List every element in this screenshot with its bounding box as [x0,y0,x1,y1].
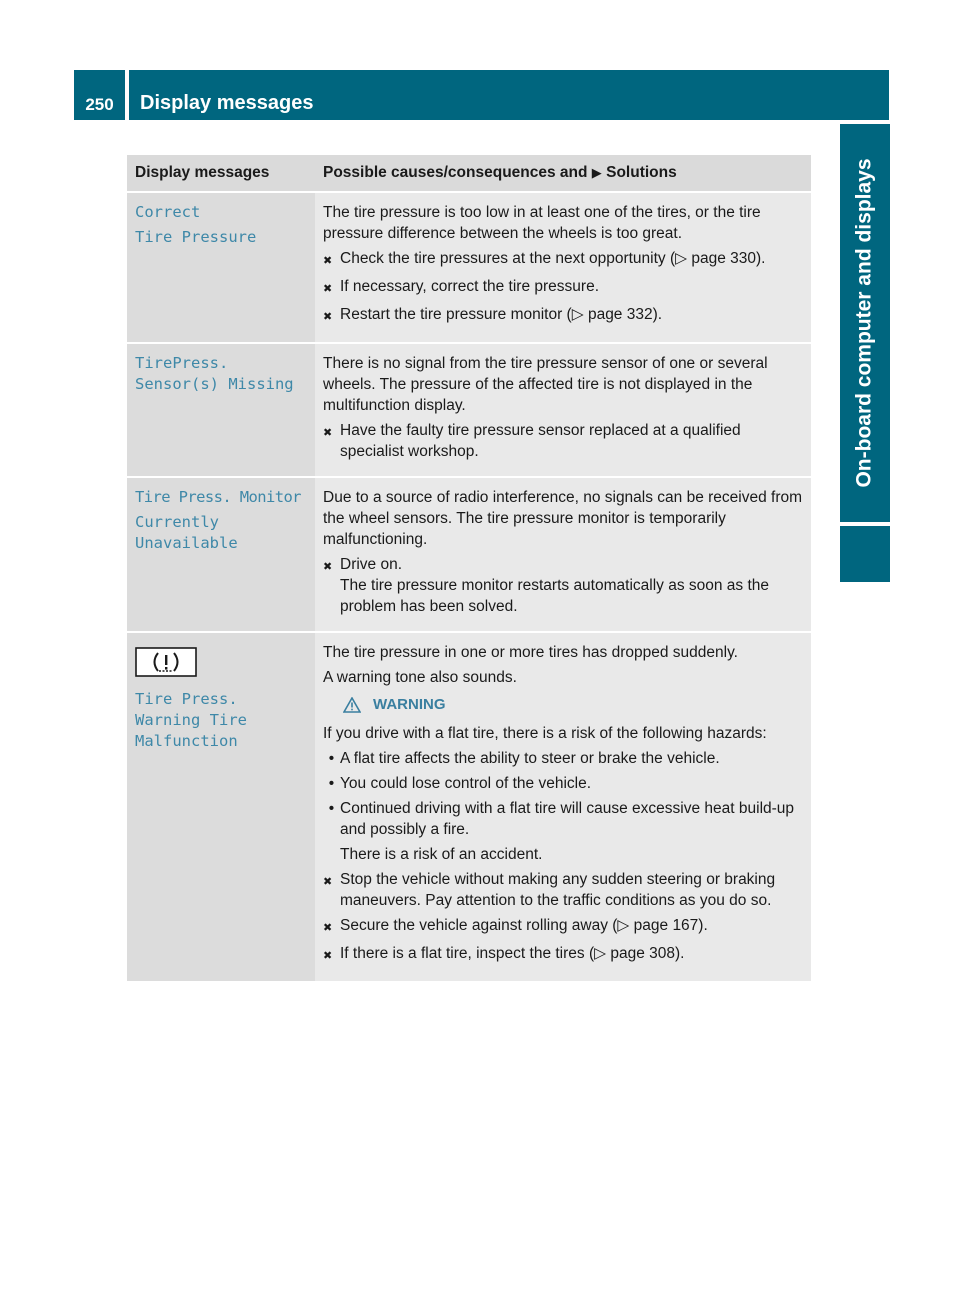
table-row [127,343,811,477]
tire-pressure-warning-lamp-icon [135,647,197,677]
description: There is no signal from the tire pressure sensor of one or several wheels. The pressure of the affected tire is not displayed in the multifunction display. [323,355,768,414]
display-message-line: Tire Press. [135,690,238,708]
display-message-line: Currently [135,513,219,531]
col-header-solutions-text: Possible causes/consequences and [323,164,588,181]
description: The tire pressure in one or more tires has dropped suddenly. [323,644,738,661]
accident-note: There is a risk of an accident. [340,846,543,863]
display-message-line: TirePress. [135,354,229,372]
side-tab-label: On-board computer and displays [853,158,876,488]
step-text: Restart the tire pressure monitor (▷ page 332). [340,306,663,323]
warning-text: If you drive with a flat tire, there is a risk of the following hazards: [323,725,767,742]
display-message-line: Malfunction [135,732,238,750]
step-text: Drive on. [340,556,403,573]
step-item [323,554,803,617]
display-message-line: Tire Press. Monitor [135,488,301,506]
step-item [323,248,803,272]
display-message-line: Correct [135,203,201,221]
bullet-text: A flat tire affects the ability to steer or brake the vehicle. [340,750,720,767]
step-arrow-icon: ✖ [323,950,333,962]
step-text: Check the tire pressures at the next opportunity (▷ page 330). [340,250,766,267]
play-arrow-icon: ▶ [591,165,602,180]
step-arrow-icon: ✖ [323,283,333,295]
table-row [127,477,811,632]
display-message-line: Unavailable [135,534,238,552]
description: Due to a source of radio interference, no signals can be received from the wheel sensors. The tire pressure monitor is temporarily malfunctioning. [323,489,803,548]
section-title: Display messages [129,70,889,120]
display-messages-table [127,155,811,983]
display-message-line: Tire Pressure [135,228,257,246]
table-row [127,192,811,343]
warning-triangle-icon [343,697,361,713]
message-cell [127,343,315,477]
solution-cell [315,343,811,477]
step-arrow-icon: ✖ [323,311,333,323]
side-tab-label-wrap [840,124,890,522]
step-item [323,276,803,300]
col-header-solutions [315,155,811,192]
step-text: Secure the vehicle against rolling away (▷ page 167). [340,917,708,934]
bullet-text: Continued driving with a flat tire will cause excessive heat build-up and possibly a fire. [340,800,795,838]
step-text: If there is a flat tire, inspect the tires (▷ page 308). [340,945,685,962]
display-message-line: Sensor(s) Missing [135,375,294,393]
solution-cell [315,632,811,982]
col-header-messages: Display messages [127,155,315,192]
col-header-solutions-suffix: Solutions [606,164,677,181]
step-detail: The tire pressure monitor restarts automatically as soon as the problem has been solved. [340,577,770,615]
list-item: • A flat tire affects the ability to steer or brake the vehicle. [328,750,720,767]
step-item [323,869,803,911]
table-row [127,632,811,982]
message-cell [127,477,315,632]
step-item [323,943,803,967]
side-tab-marker [840,526,890,582]
step-arrow-icon: ✖ [323,922,333,934]
step-text: If necessary, correct the tire pressure. [340,278,600,295]
display-message-line: Warning Tire [135,711,247,729]
message-cell [127,632,315,982]
description: The tire pressure is too low in at least one of the tires, or the tire pressure difference between the wheels is too great. [323,204,761,242]
description: A warning tone also sounds. [323,669,517,686]
list-item: • You could lose control of the vehicle. [328,775,592,792]
step-arrow-icon: ✖ [323,427,333,439]
table-header-row [127,155,811,192]
solution-cell [315,192,811,343]
step-arrow-icon: ✖ [323,876,333,888]
list-item: • Continued driving with a flat tire will cause excessive heat build-up and possibly a fire. [323,798,803,840]
bullet-text: You could lose control of the vehicle. [340,775,592,792]
message-cell [127,192,315,343]
step-text: Stop the vehicle without making any sudden steering or braking maneuvers. Pay attention to the traffic conditions as you do so. [340,871,776,909]
step-arrow-icon: ✖ [323,561,333,573]
step-item [323,420,803,462]
step-arrow-icon: ✖ [323,255,333,267]
warning-label: WARNING [373,696,446,713]
step-content [340,554,803,617]
step-text: Have the faulty tire pressure sensor replaced at a qualified specialist workshop. [340,422,741,460]
page-number: 250 [74,70,125,120]
warning-heading [343,694,803,715]
step-item [323,915,803,939]
solution-cell [315,477,811,632]
step-item [323,304,803,328]
